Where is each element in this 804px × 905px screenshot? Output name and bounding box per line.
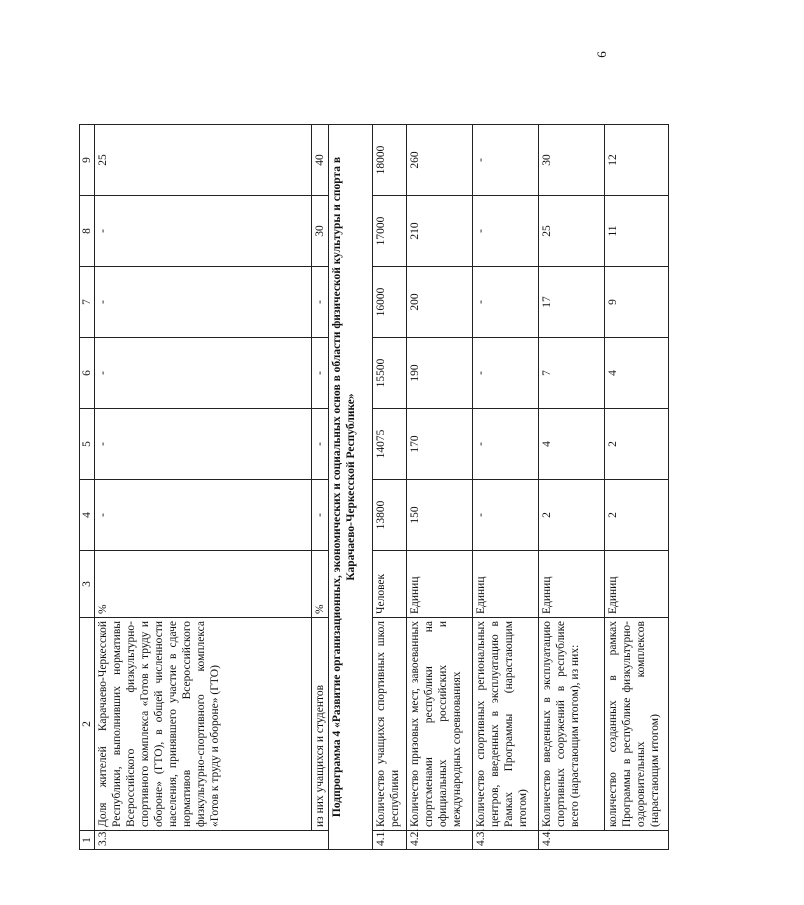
indicator-name: Количество призовых мест, завоеванных спортсменами республики на официальных российских и международных соревнованиях (407, 618, 473, 831)
subprogram-row (329, 125, 373, 850)
table-row-4-4 (539, 125, 605, 850)
table-row-3-3-sub (312, 125, 329, 850)
value-cell: 17000 (373, 196, 407, 267)
value-cell: - (95, 196, 312, 267)
indicator-name: Количество спортивных региональных центров, введенных в эксплуатацию в Рамках Программы (нарастающим итогом) (473, 618, 539, 831)
value-cell: 260 (407, 125, 473, 196)
value-cell: 170 (407, 409, 473, 480)
value-cell: - (95, 338, 312, 409)
col-header-5: 5 (80, 409, 95, 480)
value-cell: 7 (539, 338, 605, 409)
value-cell: 190 (407, 338, 473, 409)
col-header-2: 2 (80, 618, 95, 831)
value-cell: 200 (407, 267, 473, 338)
unit-cell: % (95, 551, 312, 618)
col-header-4: 4 (80, 480, 95, 551)
value-cell: 11 (605, 196, 669, 267)
value-cell: 2 (605, 480, 669, 551)
header-row (80, 125, 95, 850)
value-cell: 4 (539, 409, 605, 480)
value-cell: 13800 (373, 480, 407, 551)
value-cell: - (473, 338, 539, 409)
unit-cell: Человек (373, 551, 407, 618)
row-number: 4.3. (473, 831, 539, 850)
value-cell: - (473, 196, 539, 267)
page-number: 6 (593, 51, 609, 58)
value-cell: - (312, 267, 329, 338)
value-cell: 4 (605, 338, 669, 409)
unit-cell: Единиц (539, 551, 605, 618)
row-number: 4.1. (373, 831, 407, 850)
col-header-8: 8 (80, 196, 95, 267)
value-cell: - (95, 267, 312, 338)
value-cell: 18000 (373, 125, 407, 196)
row-number: 3.3. (95, 831, 329, 850)
value-cell: 150 (407, 480, 473, 551)
unit-cell: Единиц (605, 551, 669, 618)
col-header-1: 1 (80, 831, 95, 850)
value-cell: 2 (539, 480, 605, 551)
value-cell: 2 (605, 409, 669, 480)
table-row-4-4-sub (605, 125, 669, 850)
indicator-name: Доля жителей Карачаево-Черкесской Республики, выполнивших нормативы Всероссийского физкультурно-спортивного комплекса «Готов к труду и обороне» (ГТО), в общей численности населения, принявшего участие в сдаче нормативов Всероссийского физкультурно-спортивного комплекса «Готов к труду и обороне» (ГТО) (95, 618, 312, 831)
row-number: 4.4. (539, 831, 669, 850)
indicator-name: Количество учащихся спортивных школ республики (373, 618, 407, 831)
indicator-name: из них учащихся и студентов (312, 618, 329, 831)
value-cell: - (473, 480, 539, 551)
value-cell: - (95, 409, 312, 480)
indicator-name: Количество введенных в эксплуатацию спортивных сооружений в республике всего (нарастающим итогом), из них: (539, 618, 605, 831)
rotated-sheet (79, 48, 804, 846)
value-cell: - (312, 338, 329, 409)
value-cell: - (95, 480, 312, 551)
rotated-content (79, 125, 661, 850)
value-cell: 30 (539, 125, 605, 196)
col-header-7: 7 (80, 267, 95, 338)
table-row-4-2 (407, 125, 473, 850)
value-cell: 17 (539, 267, 605, 338)
value-cell: 30 (312, 196, 329, 267)
table-row-4-1 (373, 125, 407, 850)
value-cell: - (473, 125, 539, 196)
col-header-3: 3 (80, 551, 95, 618)
value-cell: 25 (95, 125, 312, 196)
table-row-3-3 (95, 125, 312, 850)
subprogram-title: Подпрограмма 4 «Развитие организационных, экономических и социальных основ в области физической культуры и спорта в Карачаево-Черкесской Республике» (329, 125, 373, 850)
value-cell: - (312, 409, 329, 480)
indicators-table (79, 124, 669, 850)
unit-cell: Единиц (473, 551, 539, 618)
value-cell: - (473, 267, 539, 338)
value-cell: 14075 (373, 409, 407, 480)
table-row-4-3 (473, 125, 539, 850)
row-number: 4.2. (407, 831, 473, 850)
col-header-6: 6 (80, 338, 95, 409)
value-cell: 9 (605, 267, 669, 338)
value-cell: 210 (407, 196, 473, 267)
indicator-name: количество созданных в рамках Программы в республике физкультурно-оздоровительных комплексов (нарастающим итогом) (605, 618, 669, 831)
value-cell: 16000 (373, 267, 407, 338)
unit-cell: % (312, 551, 329, 618)
value-cell: 25 (539, 196, 605, 267)
value-cell: - (473, 409, 539, 480)
value-cell: 12 (605, 125, 669, 196)
value-cell: 40 (312, 125, 329, 196)
value-cell: - (312, 480, 329, 551)
unit-cell: Единиц (407, 551, 473, 618)
col-header-9: 9 (80, 125, 95, 196)
value-cell: 15500 (373, 338, 407, 409)
